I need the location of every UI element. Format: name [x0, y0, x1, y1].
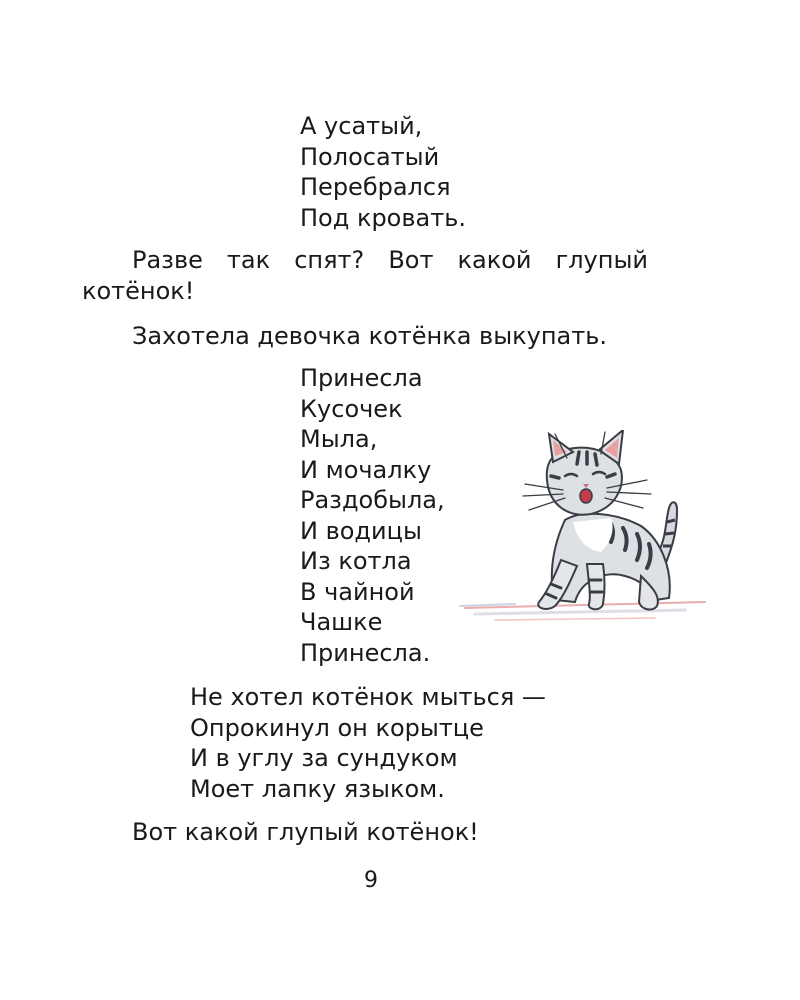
poem-line: Из котла: [300, 547, 412, 575]
poem-line: Моет лапку языком.: [190, 774, 445, 803]
poem-stanza: [190, 682, 546, 804]
poem-line: Мыла,: [300, 425, 378, 453]
prose-paragraph: Захотела девочка котёнка выкупать.: [132, 322, 607, 350]
prose-paragraph: Вот какой глупый котёнок!: [132, 818, 479, 846]
poem-line: Раздобыла,: [300, 486, 445, 514]
poem-line: Кусочек: [300, 394, 403, 423]
poem-line: Принесла.: [300, 638, 431, 667]
poem-line: Чашке: [300, 608, 383, 636]
page-number: 9: [364, 868, 378, 893]
poem-line: И водицы: [300, 516, 422, 545]
poem-line: Опрокинул он корытце: [190, 713, 484, 742]
poem-line: Принесла: [300, 364, 423, 392]
poem-line: Полосатый: [300, 142, 440, 171]
kitten-illustration: [455, 430, 725, 655]
prose-paragraph: Разве так спят? Вот какой глупый котёнок!: [82, 246, 648, 305]
poem-line: В чайной: [300, 577, 415, 606]
poem-line: И в углу за сундуком: [190, 744, 458, 772]
ground-strokes: [460, 602, 705, 620]
poem-stanza: [300, 111, 466, 233]
poem-line: И мочалку: [300, 455, 432, 484]
poem-stanza: [300, 363, 445, 668]
poem-line: Под кровать.: [300, 203, 466, 232]
poem-line: А усатый,: [300, 112, 423, 140]
poem-line: Перебрался: [300, 173, 451, 201]
poem-line: Не хотел котёнок мыться —: [190, 683, 546, 711]
